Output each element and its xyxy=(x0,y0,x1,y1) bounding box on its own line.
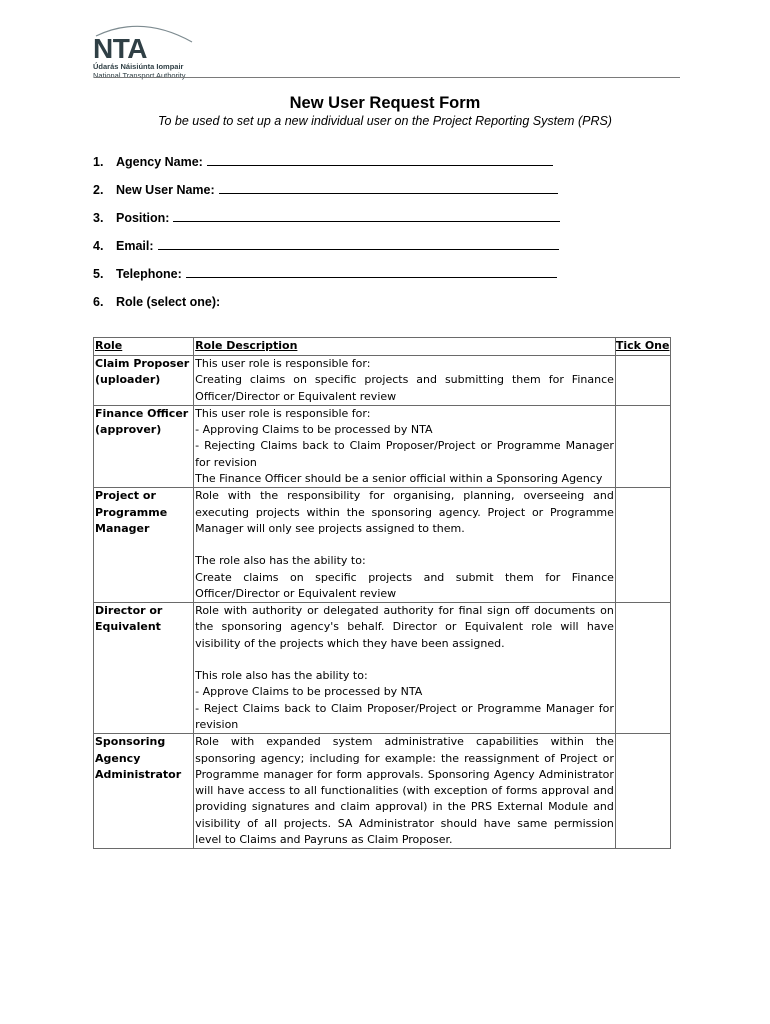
role-name-cell: Sponsoring Agency Administrator xyxy=(94,734,194,849)
role-description-cell: Role with expanded system administrative capabilities within the sponsoring agency; including for example: the reassignment of Project or Programme manager for form approvals. Sponsoring Agency Administrator will have access to all functionalities (with exception of forms approval and providing signatures and claim approval) in the PRS External Module and visibility of all projects. SA Administrator should have same permission level to Claims and Payruns as Claim Proposer. xyxy=(194,734,616,849)
logo-irish-name: Údarás Náisiúnta Iompair xyxy=(93,62,184,71)
table-row xyxy=(94,405,671,487)
header-role-description: Role Description xyxy=(194,338,616,356)
field-number: 5. xyxy=(93,267,104,281)
field-number: 2. xyxy=(93,183,104,197)
tick-cell-project-manager[interactable] xyxy=(615,488,670,603)
table-row xyxy=(94,356,671,406)
field-label: Position: xyxy=(116,211,170,225)
field-number: 1. xyxy=(93,155,104,169)
role-name-cell: Project or Programme Manager xyxy=(94,488,194,603)
role-select-label xyxy=(93,295,220,309)
role-name-cell: Director or Equivalent xyxy=(94,603,194,734)
header-divider xyxy=(94,77,680,78)
nta-logo xyxy=(92,20,202,80)
role-description-cell: Role with authority or delegated authority for final sign off documents on the sponsoring agency's behalf. Director or Equivalent role will have visibility of the projects which they have been assigned. This role also has the ability to: - Approve Claims to be processed by NTA - Reject Claims back to Claim Proposer/Project or Programme Manager for revision xyxy=(194,603,616,734)
tick-cell-claim-proposer[interactable] xyxy=(615,356,670,406)
table-row xyxy=(94,488,671,603)
new-user-name-field[interactable] xyxy=(93,183,558,197)
email-field[interactable] xyxy=(93,239,559,253)
role-description-cell: This user role is responsible for: Creating claims on specific projects and submitting them for Finance Officer/Director or Equivalent review xyxy=(194,356,616,406)
email-input-line[interactable] xyxy=(158,239,559,250)
field-number: 6. xyxy=(93,295,104,309)
logo-english-name: National Transport Authority xyxy=(93,71,186,80)
position-input-line[interactable] xyxy=(173,211,560,222)
field-label: Telephone: xyxy=(116,267,182,281)
table-header-row xyxy=(94,338,671,356)
agency-name-field[interactable] xyxy=(93,155,553,169)
field-label: Agency Name: xyxy=(116,155,203,169)
form-title: New User Request Form xyxy=(289,94,481,112)
agency-name-input-line[interactable] xyxy=(207,155,553,166)
field-label: Role (select one): xyxy=(116,295,221,309)
header-tick-one: Tick One xyxy=(615,338,670,356)
roles-table xyxy=(93,337,671,849)
field-label: New User Name: xyxy=(116,183,215,197)
table-row xyxy=(94,734,671,849)
logo-brand: NTA xyxy=(93,33,147,64)
role-description-cell: This user role is responsible for: - Approving Claims to be processed by NTA - Rejecting Claims back to Claim Proposer/Project or Programme Manager for revision The Finance Officer should be a senior official within a Sponsoring Agency xyxy=(194,405,616,487)
role-name-cell: Claim Proposer (uploader) xyxy=(94,356,194,406)
role-name-cell: Finance Officer (approver) xyxy=(94,405,194,487)
telephone-input-line[interactable] xyxy=(186,267,557,278)
position-field[interactable] xyxy=(93,211,560,225)
tick-cell-sa-administrator[interactable] xyxy=(615,734,670,849)
field-number: 3. xyxy=(93,211,104,225)
telephone-field[interactable] xyxy=(93,267,557,281)
header-role: Role xyxy=(94,338,194,356)
tick-cell-director[interactable] xyxy=(615,603,670,734)
role-description-cell: Role with the responsibility for organising, planning, overseeing and executing projects within the sponsoring agency. Project or Programme Manager will only see projects assigned to them. The role also has the ability to: Create claims on specific projects and submit them for Finance Officer/Director or Equivalent review xyxy=(194,488,616,603)
field-number: 4. xyxy=(93,239,104,253)
field-label: Email: xyxy=(116,239,154,253)
new-user-name-input-line[interactable] xyxy=(219,183,558,194)
tick-cell-finance-officer[interactable] xyxy=(615,405,670,487)
table-row xyxy=(94,603,671,734)
form-subtitle: To be used to set up a new individual user on the Project Reporting System (PRS) xyxy=(158,114,612,128)
